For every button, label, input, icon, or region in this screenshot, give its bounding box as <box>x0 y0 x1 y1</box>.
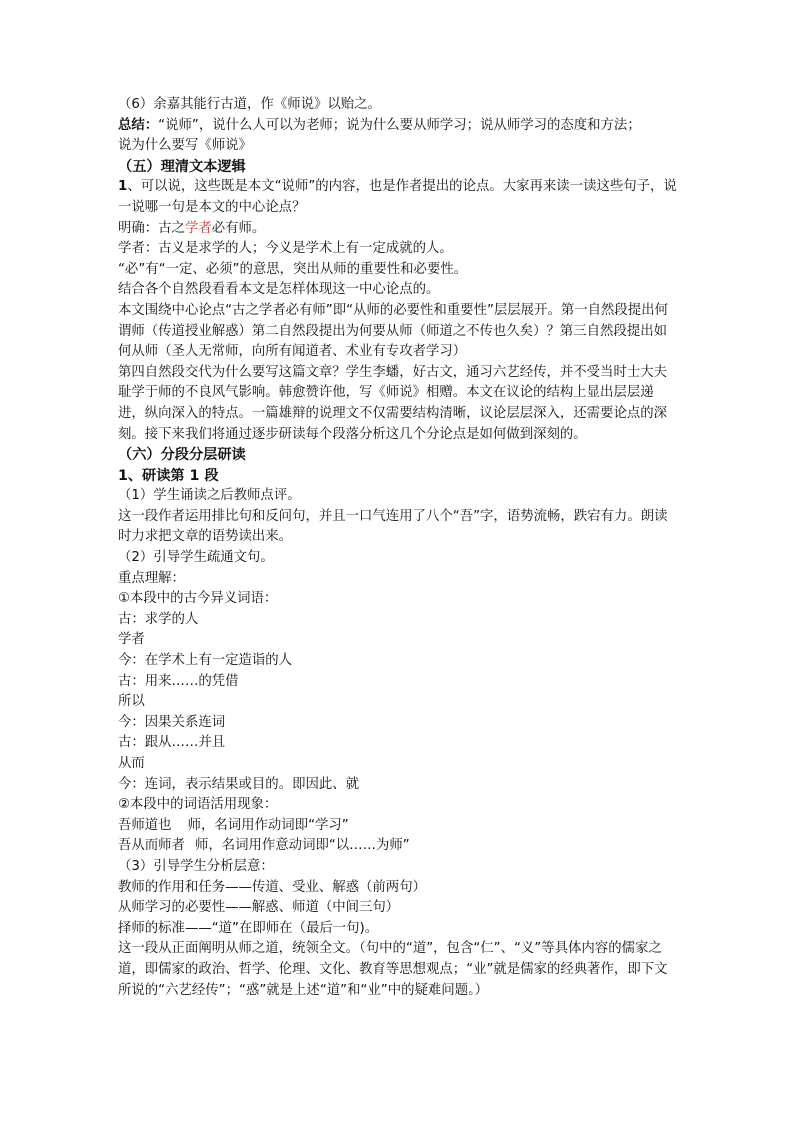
key-points-label: 重点理解： <box>118 570 185 586</box>
highlight-word: 学者 <box>184 220 212 236</box>
closing-paragraph: 这一段从正面阐明从师之道，统领全文。（句中的“道”，包含“仁”、“义”等具体内容的儒家之道，即儒家的政治、哲学、伦理、文化、教育等思想观点；“业”就是儒家的经典著作，即下文所说的“六艺经传”；“惑”就是上述“道”和“业”中的疑难问题。） <box>118 941 668 998</box>
ancient-meaning: 古：跟从……并且 <box>118 735 226 751</box>
section-heading-5: （五）理清文本逻辑 <box>118 158 246 175</box>
layer-line: 从师学习的必要性——解惑、师道（中间三句） <box>118 900 400 916</box>
text-line: 学者：古义是求学的人；今义是学术上有一定成就的人。 <box>118 241 453 257</box>
step-3: （3）引导学生分析层意： <box>118 858 274 874</box>
category-1: ①本段中的古今异义词语： <box>118 591 278 607</box>
summary-label: 总结： <box>118 117 159 133</box>
usage-phrase: 吾师道也 <box>118 817 172 833</box>
text-line: “必”有“一定、必须”的意思，突出从师的重要性和必要性。 <box>118 261 468 277</box>
step-1-text: 这一段作者运用排比句和反问句，并且一口气连用了八个“吾”字，语势流畅，跌宕有力。朗读时力求把文章的语势读出来。 <box>118 508 668 545</box>
term: 从而 <box>118 756 145 771</box>
subsection-heading: 1、研读第 1 段 <box>118 467 219 484</box>
summary-line <box>118 116 678 137</box>
answer-line <box>118 219 678 240</box>
usage-explain: 师，名词用作动词即“学习” <box>187 817 349 833</box>
usage-line <box>118 836 678 857</box>
layer-line: 教师的作用和任务——传道、受业、解惑（前两句） <box>118 879 426 895</box>
text-line: 说为什么要写《师说》 <box>118 138 252 154</box>
paragraph-text: 、可以说，这些既是本文“说师”的内容，也是作者提出的论点。大家再来读一读这些句子，说一说哪一句是本文的中心论点？ <box>118 179 677 215</box>
paragraph-1 <box>118 177 678 218</box>
modern-meaning: 今：因果关系连词 <box>118 714 226 730</box>
text-line: （6）余嘉其能行古道，作《师说》以贻之。 <box>118 97 381 112</box>
usage-phrase: 吾从而师者 <box>118 838 185 854</box>
step-1: （1）学生诵读之后教师点评。 <box>118 488 301 504</box>
summary-text: “说师”，说什么人可以为老师；说为什么要从师学习；说从师学习的态度和方法； <box>158 117 641 133</box>
category-2: ②本段中的词语活用现象： <box>118 797 278 813</box>
ancient-meaning: 古：用来……的凭借 <box>118 673 239 689</box>
paragraph-number: 1 <box>118 179 128 195</box>
answer-prefix: 明确：古之 <box>118 220 185 236</box>
document-body <box>118 95 678 1001</box>
paragraph-disi: 第四自然段交代为什么要写这篇文章？学生李蟠，好古文，通习六艺经传，并不受当时士大夫耻学于师的不良风气影响。韩愈赞许他，写《师说》相赠。本文在议论的结构上显出层层递进，纵向深入的特点。一篇雄辩的说理文不仅需要结构清晰，议论层层深入，还需要论点的深刻。接下来我们将通过逐步研读每个段落分析这几个分论点是如何做到深刻的。 <box>118 364 668 442</box>
usage-line <box>118 816 678 837</box>
modern-meaning: 今：连词，表示结果或目的。即因此、就 <box>118 776 360 792</box>
paragraph-benwen: 本文围绕中心论点“古之学者必有师”即“从师的必要性和重要性”层层展开。第一自然段提出何谓师（传道授业解惑）第二自然段提出为何要从师（师道之不传也久矣）？第三自然段提出如何从师（圣人无常师，向所有闻道者、术业有专攻者学习） <box>118 302 668 360</box>
section-heading-6: （六）分段分层研读 <box>118 447 246 464</box>
layer-line: 择师的标准——“道”在即师在（最后一句)。 <box>118 920 379 936</box>
answer-suffix: 必有师。 <box>211 220 266 236</box>
ancient-meaning: 古：求学的人 <box>118 611 199 627</box>
term: 学者 <box>118 632 145 648</box>
usage-explain: 师，名词用作意动词即“以……为师” <box>194 838 410 854</box>
step-2: （2）引导学生疏通文句。 <box>118 550 274 566</box>
modern-meaning: 今：在学术上有一定造诣的人 <box>118 653 293 669</box>
text-line: 结合各个自然段看看本文是怎样体现这一中心论点的。 <box>118 282 440 298</box>
term: 所以 <box>118 694 145 710</box>
